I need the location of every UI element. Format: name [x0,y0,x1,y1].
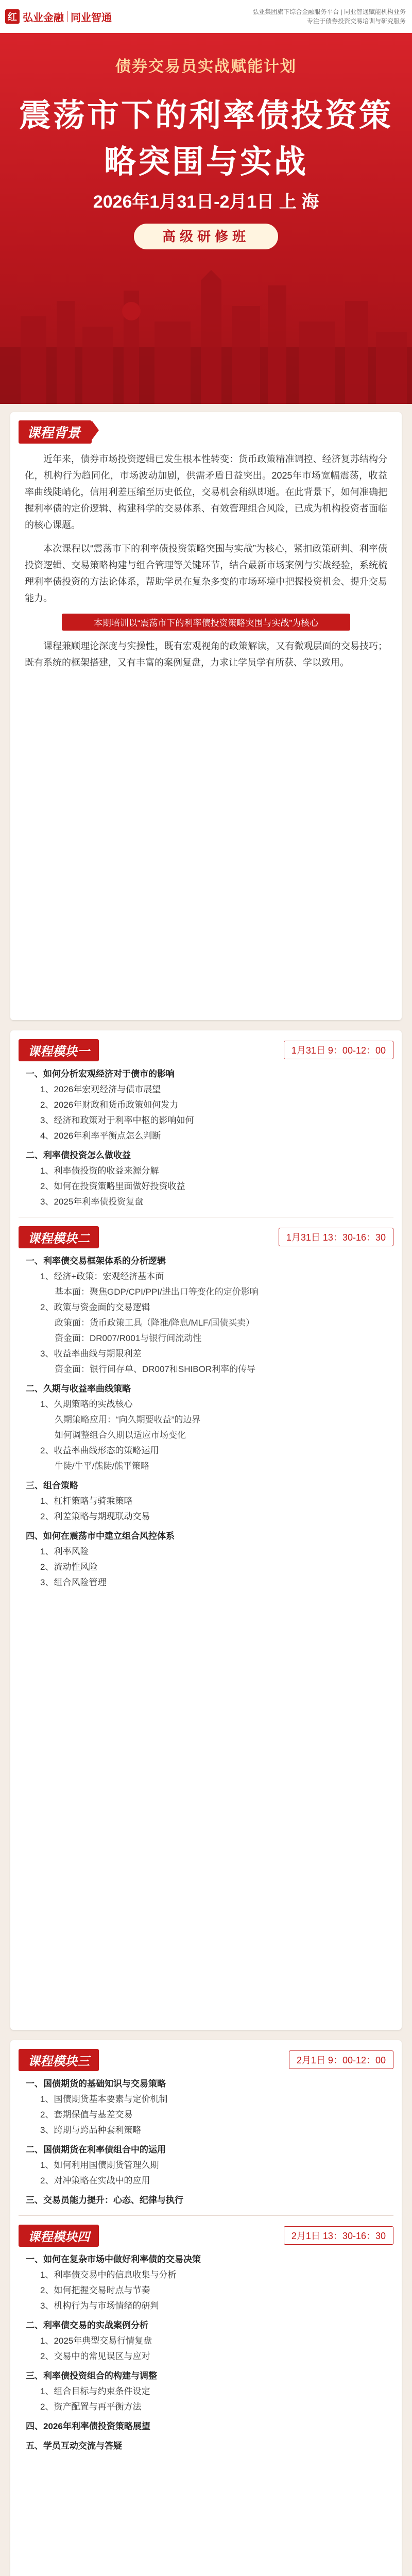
background-para-3: 课程兼顾理论深度与实操性，既有宏观视角的政策解读，又有微观层面的交易技巧；既有系统的框架搭建，又有丰富的案例复盘，力求让学员学有所获、学以致用。 [25,641,387,668]
agenda-item: 3、机构行为与市场情绪的研判 [40,2301,159,2311]
agenda-heading: 一、如何在复杂市场中做好利率债的交易决策 [26,2255,201,2264]
day1-session2-bar [19,1226,393,1248]
day1-session1-bar [19,1039,393,1061]
day1-session1-agenda [26,1066,386,1210]
day2-session1-bar [19,2048,393,2071]
agenda-item: 2、如何在投资策略里面做好投资收益 [40,1181,185,1191]
divider [19,2215,393,2216]
agenda-item: 2、流动性风险 [40,1562,98,1572]
agenda-item: 2、如何把握交易时点与节奏 [40,2285,150,2295]
agenda-heading: 二、国债期货在利率债组合中的运用 [26,2145,166,2155]
top-note-line2: 专注于债券投资交易培训与研究服务 [306,18,406,25]
agenda-item: 1、利率风险 [40,1547,89,1556]
day2-session2-bar [19,2224,393,2247]
agenda-item: 1、杠杆策略与骑乘策略 [40,1496,133,1506]
day1-session2-tag: 课程模块二 [19,1226,99,1248]
agenda-heading: 一、利率债交易框架体系的分析逻辑 [26,1256,166,1266]
hero-badge: 高级研修班 [134,224,278,249]
agenda-item: 1、利率债交易中的信息收集与分析 [40,2270,177,2280]
background-para-2: 本次课程以“震荡市下的利率债投资策略突围与实战”为核心，紧扣政策研判、利率债投资逻辑、交易策略构建与组合管理等关键环节，结合最新市场案例与实战经验，系统梳理利率债投资的方法论体系，帮助学员在复杂多变的市场环境中把握投资机会、提升交易能力。 [25,544,388,603]
skyline-image [0,270,412,404]
day2-session2-time: 2月1日 13：30-16：30 [284,2226,393,2245]
agenda-item: 1、国债期货基本要素与定价机制 [40,2094,168,2104]
background-highlight: 本期培训以“震荡市下的利率债投资策略突围与实战”为核心 [62,614,350,631]
agenda-heading: 二、利率债投资怎么做收益 [26,1150,131,1160]
agenda-item: 1、经济+政策：宏观经济基本面 [40,1272,164,1281]
hero-subtitle: 债券交易员实战赋能计划 [115,58,297,75]
agenda-heading: 一、如何分析宏观经济对于债市的影响 [26,1069,175,1079]
agenda-item: 1、组合目标与约束条件设定 [40,2386,150,2396]
brand-name: 弘业金融 [23,12,64,24]
day1-session1-tag: 课程模块一 [19,1039,99,1061]
day2-session1-tag: 课程模块三 [19,2049,99,2071]
day2-session2-agenda [26,2252,386,2454]
background-card [10,412,402,1020]
agenda-heading: 三、组合策略 [26,1481,78,1490]
hero-banner [0,33,412,404]
day1-session2-time: 1月31日 13：30-16：30 [279,1228,393,1246]
brand-mark: 红 [5,9,20,24]
agenda-item: 1、2026年宏观经济与债市展望 [40,1084,161,1094]
agenda-item: 牛陡/牛平/熊陡/熊平策略 [55,1461,150,1471]
day2-card [10,2040,402,2576]
brand-logo [5,5,112,28]
agenda-item: 3、收益率曲线与期限利差 [40,1349,142,1359]
agenda-item: 1、如何利用国债期货管理久期 [40,2160,159,2170]
day2-session1-time: 2月1日 9：00-12：00 [289,2050,393,2069]
top-bar [0,0,412,34]
agenda-item: 3、跨期与跨品种套利策略 [40,2125,142,2135]
hero-title-line2: 略突围与实战 [104,143,308,180]
day2-session2-tag: 课程模块四 [19,2225,99,2247]
agenda-item: 1、久期策略的实战核心 [40,1399,133,1409]
agenda-item: 2、资产配置与再平衡方法 [40,2402,142,2412]
agenda-heading: 二、利率债交易的实战案例分析 [26,2320,148,2330]
agenda-heading: 四、如何在震荡市中建立组合风控体系 [26,1531,175,1541]
agenda-heading: 三、交易员能力提升：心态、纪律与执行 [26,2195,183,2205]
day1-card [10,1030,402,2030]
agenda-item: 3、经济和政策对于利率中枢的影响如何 [40,1115,194,1125]
background-para-1: 近年来，债券市场投资逻辑已发生根本性转变：货币政策精准调控、经济复苏结构分化，机构行为趋同化，市场波动加剧，供需矛盾日益突出。2025年市场宽幅震荡，收益率曲线陡峭化，信用利差压缩至历史低位，交易机会稍纵即逝。在此背景下，如何准确把握利率债的定价逻辑、构建科学的交易体系、有效管理组合风险，已成为机构投资者面临的核心课题。 [25,454,387,530]
day1-session1-time: 1月31日 9：00-12：00 [284,1041,393,1059]
agenda-item: 2、对冲策略在实战中的应用 [40,2176,150,2185]
agenda-item: 资金面：DR007/R001与银行间流动性 [55,1333,202,1343]
top-note-line1: 弘业集团旗下综合金融服务平台 | 同业智通赋能机构业务 [252,8,406,15]
agenda-item: 政策面：货币政策工具（降准/降息/MLF/国债买卖） [55,1318,255,1328]
day2-session1-agenda [26,2076,386,2208]
agenda-heading: 一、国债期货的基础知识与交易策略 [26,2079,166,2089]
agenda-item: 1、利率债投资的收益来源分解 [40,1166,159,1176]
background-tag: 课程背景 [19,420,92,444]
agenda-item: 3、组合风险管理 [40,1578,107,1587]
agenda-item: 2、2026年财政和货币政策如何发力 [40,1100,179,1110]
top-note [190,7,406,26]
agenda-item: 如何调整组合久期以适应市场变化 [55,1430,186,1440]
brand-name-2: 同业智通 [71,12,112,24]
agenda-item: 基本面：聚焦GDP/CPI/PPI/进出口等变化的定价影响 [55,1287,259,1297]
hero-title-line1: 震荡市下的利率债投资策 [19,96,393,134]
agenda-item: 久期策略应用：“向久期要收益”的边界 [55,1415,201,1425]
day1-session2-agenda [26,1253,386,1590]
agenda-heading: 三、利率债投资组合的构建与调整 [26,2371,157,2381]
agenda-heading: 四、2026年利率债投资策略展望 [26,2421,150,2431]
hero-date: 2026年1月31日-2月1日 上 海 [93,192,319,212]
agenda-item: 2、交易中的常见误区与应对 [40,2351,150,2361]
agenda-item: 2、利差策略与期现联动交易 [40,1512,150,1521]
agenda-item: 2、收益率曲线形态的策略运用 [40,1446,159,1455]
agenda-item: 1、2025年典型交易行情复盘 [40,2336,152,2346]
agenda-item: 4、2026年利率平衡点怎么判断 [40,1131,161,1141]
agenda-heading: 五、学员互动交流与答疑 [26,2441,122,2451]
agenda-item: 资金面：银行间存单、DR007和SHIBOR利率的传导 [55,1364,256,1374]
agenda-item: 3、2025年利率债投资复盘 [40,1197,144,1207]
agenda-item: 2、政策与资金面的交易逻辑 [40,1302,150,1312]
agenda-item: 2、套期保值与基差交易 [40,2110,133,2120]
agenda-heading: 二、久期与收益率曲线策略 [26,1384,131,1394]
